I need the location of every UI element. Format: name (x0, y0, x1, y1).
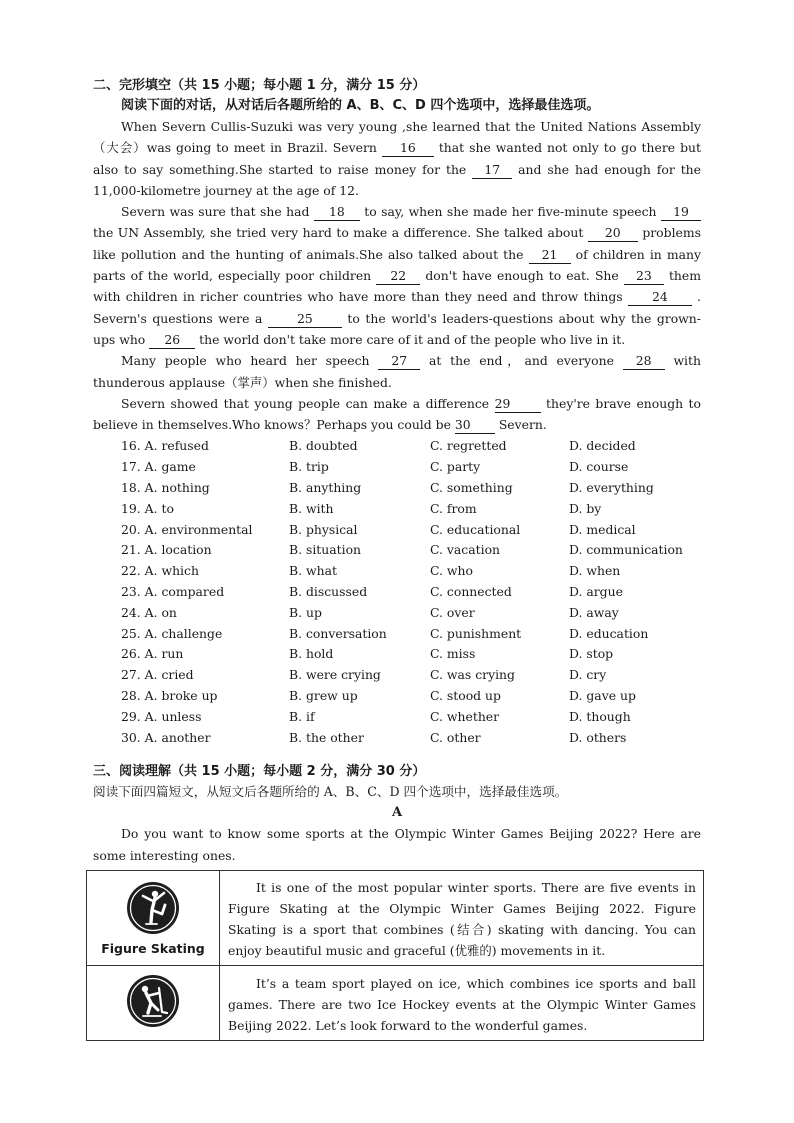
option-row (93, 561, 701, 582)
option-d: D. by (569, 500, 602, 516)
option-row (93, 728, 701, 749)
option-d: D. others (569, 729, 627, 745)
option-a: 20. A. environmental (121, 521, 253, 537)
blank-27: 27 (378, 353, 420, 370)
option-c: C. vacation (430, 542, 501, 558)
option-row (93, 520, 701, 541)
option-a: 17. A. game (121, 459, 196, 475)
passage-a-label: A (391, 805, 403, 821)
option-b: B. discussed (289, 584, 368, 600)
passage-paragraph-2 (93, 201, 701, 350)
option-b: B. if (289, 708, 315, 724)
option-b: B. doubted (289, 438, 358, 454)
option-a: 25. A. challenge (121, 625, 223, 641)
passage-text: and she had enough for the 11,000-kilometre journey at the age of 12. (93, 161, 701, 198)
passage-paragraph-4 (93, 393, 701, 436)
option-a: 28. A. broke up (121, 688, 218, 704)
option-c: C. regretted (430, 438, 507, 454)
option-row (93, 644, 701, 665)
sport-description: It’s a team sport played on ice, which combines ice sports and ball games. There are two Ice Hockey events at the Olympic Winter Games Beijing 2022. Let’s look forward to the wonderful games. (220, 966, 704, 1041)
option-d: D. stop (569, 646, 614, 662)
passage-text: Many people who heard her speech (121, 353, 370, 369)
option-row (93, 686, 701, 707)
option-c: C. was crying (430, 667, 515, 683)
passage-text: Severn was sure that she had (121, 204, 310, 220)
blank-18: 18 (314, 204, 360, 221)
passage-text: with thunderous applause（掌声）when she finished. (93, 353, 701, 390)
passage-text: the world don't take more care of it and of the people who live in it. (199, 331, 626, 347)
passage-paragraph-1 (93, 116, 701, 201)
option-row (93, 457, 701, 478)
exam-page (93, 76, 701, 866)
section2-instruction: 阅读下面的对话，从对话后各题所给的 A、B、C、D 四个选项中，选择最佳选项。 (121, 98, 600, 113)
option-b: B. up (289, 604, 322, 620)
blank-22: 22 (376, 268, 420, 285)
option-b: B. were crying (289, 667, 381, 683)
option-b: B. situation (289, 542, 362, 558)
passage-paragraph-3 (93, 350, 701, 393)
ice-hockey-icon (126, 974, 180, 1028)
option-b: B. grew up (289, 688, 358, 704)
option-d: D. course (569, 459, 629, 475)
blank-16: 16 (382, 140, 434, 157)
sports-table (86, 870, 704, 1041)
option-row (93, 499, 701, 520)
sport-icon-cell (87, 871, 220, 966)
option-a: 27. A. cried (121, 667, 194, 683)
option-c: C. something (430, 480, 513, 496)
option-d: D. everything (569, 480, 654, 496)
option-b: B. trip (289, 459, 329, 475)
options-list (93, 436, 701, 748)
option-a: 22. A. which (121, 563, 199, 579)
passage-text: the UN Assembly, she tried very hard to make a difference. She talked about (93, 225, 584, 241)
table-row (87, 871, 704, 966)
blank-30: 30 (455, 417, 495, 434)
passage-text: When Severn Cullis-Suzuki was very young ,she learned that the United Nations Assembly（大会）was going to meet in Brazil. Severn (93, 119, 701, 156)
option-row (93, 582, 701, 603)
blank-29: 29 (495, 396, 541, 413)
option-a: 30. A. another (121, 729, 211, 745)
option-b: B. with (289, 500, 334, 516)
passage-text: Severn. (498, 417, 547, 433)
passage-text: of children in many parts of the world, especially poor children (93, 246, 701, 284)
table-row (87, 966, 704, 1041)
option-b: B. anything (289, 480, 362, 496)
option-c: C. stood up (430, 688, 501, 704)
option-row (93, 665, 701, 686)
blank-17: 17 (472, 162, 512, 179)
option-d: D. argue (569, 584, 623, 600)
option-a: 19. A. to (121, 500, 174, 516)
option-row (93, 707, 701, 728)
figure-skating-icon (126, 881, 180, 935)
option-a: 21. A. location (121, 542, 212, 558)
option-d: D. though (569, 708, 631, 724)
passage-text: . Severn's questions were a (93, 289, 701, 326)
option-d: D. cry (569, 667, 607, 683)
option-row (93, 603, 701, 624)
option-c: C. whether (430, 708, 500, 724)
sport-icon-cell (87, 966, 220, 1041)
option-c: C. party (430, 459, 481, 475)
option-b: B. conversation (289, 625, 387, 641)
option-a: 23. A. compared (121, 584, 225, 600)
option-b: B. the other (289, 729, 364, 745)
sport-description: It is one of the most popular winter sports. There are five events in Figure Skating at the Olympic Winter Games Beijing 2022. Figure Skating is a sport that combines (结合) skating with dancing. You can enjoy beautiful music and graceful (优雅的) movements in it. (220, 871, 704, 966)
option-a: 26. A. run (121, 646, 184, 662)
option-d: D. education (569, 625, 649, 641)
blank-24: 24 (628, 289, 692, 306)
passage-text: to say, when she made her five-minute speech (364, 204, 657, 220)
option-c: C. miss (430, 646, 476, 662)
option-d: D. decided (569, 438, 636, 454)
passage-text: at the end，and everyone (429, 353, 614, 369)
option-c: C. over (430, 604, 475, 620)
option-b: B. physical (289, 521, 358, 537)
blank-23: 23 (624, 268, 664, 285)
option-row (93, 436, 701, 457)
option-a: 18. A. nothing (121, 480, 210, 496)
option-row (93, 624, 701, 645)
option-d: D. communication (569, 542, 683, 558)
option-d: D. away (569, 604, 619, 620)
section3-title: 三、阅读理解（共 15 小题；每小题 2 分，满分 30 分） (93, 764, 426, 780)
passage-text: Severn showed that young people can make a difference (121, 395, 490, 411)
blank-21: 21 (529, 247, 571, 264)
passage-a-intro: Do you want to know some sports at the Olympic Winter Games Beijing 2022? Here are some interesting ones. (93, 826, 701, 863)
option-c: C. educational (430, 521, 521, 537)
option-d: D. gave up (569, 688, 636, 704)
option-row (93, 540, 701, 561)
blank-20: 20 (588, 225, 638, 242)
passage-text: them with children in richer countries who have more than they need and throw things (93, 268, 701, 305)
option-a: 24. A. on (121, 604, 177, 620)
option-row (93, 478, 701, 499)
blank-19: 19 (661, 204, 701, 221)
option-c: C. who (430, 563, 473, 579)
blank-26: 26 (149, 332, 195, 349)
option-b: B. hold (289, 646, 334, 662)
passage-text: don't have enough to eat. She (425, 268, 619, 284)
option-c: C. connected (430, 584, 512, 600)
option-d: D. when (569, 563, 621, 579)
option-b: B. what (289, 563, 337, 579)
passage-text: problems like pollution and the hunting of animals.She also talked about the (93, 225, 701, 262)
option-c: C. from (430, 500, 477, 516)
blank-28: 28 (623, 353, 665, 370)
option-d: D. medical (569, 521, 636, 537)
option-c: C. punishment (430, 625, 522, 641)
blank-25: 25 (268, 311, 342, 328)
option-a: 29. A. unless (121, 708, 202, 724)
passage-text: they're brave enough to believe in themselves.Who knows？Perhaps you could be (93, 395, 701, 433)
passage-text: that she wanted not only to go there but also to say something.She started to raise money for the (93, 140, 701, 177)
option-a: 16. A. refused (121, 438, 209, 454)
passage-text: to the world's leaders-questions about why the grown-ups who (93, 310, 701, 347)
section2-title: 二、完形填空（共 15 小题；每小题 1 分，满分 15 分） (93, 78, 426, 93)
section3-instruction: 阅读下面四篇短文，从短文后各题所给的 A、B、C、D 四个选项中，选择最佳选项。 (93, 784, 568, 800)
sport-name: Figure Skating (101, 940, 205, 956)
option-c: C. other (430, 729, 481, 745)
